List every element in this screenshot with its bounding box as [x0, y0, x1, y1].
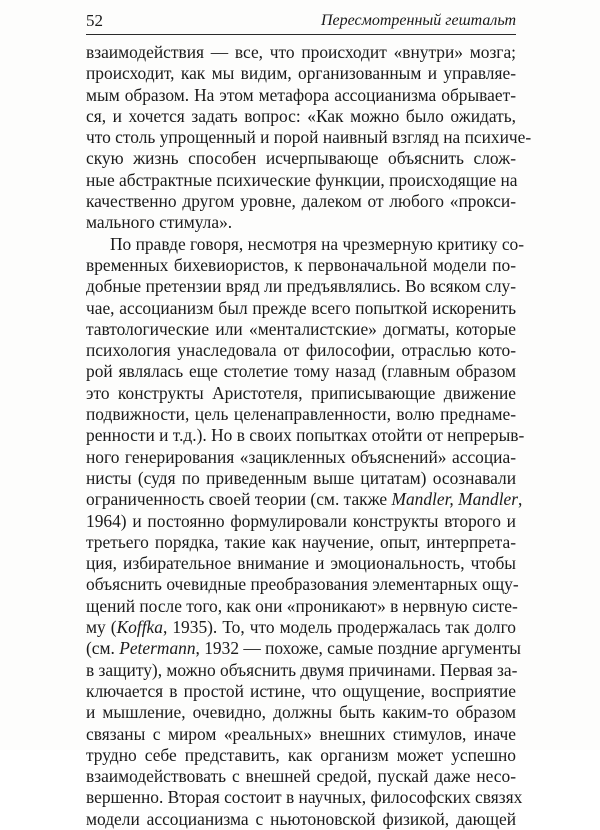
text-line: трудно себе представить, как организм может успешно [86, 744, 516, 765]
text-segment: (см. [86, 638, 120, 659]
text-segment: , [518, 489, 523, 510]
text-line: ные абстрактные психические функции, происходящие на [86, 169, 518, 190]
text-line: ренности и т.д.). Но в своих попытках отойти от непрерыв- [86, 425, 525, 446]
text-line: психология унаследовала от философии, отраслью кото- [86, 340, 516, 361]
text-line: взаимодействия — все, что происходит «внутри» мозга; [86, 42, 516, 62]
text-segment: ограниченность своей теории (см. также [86, 489, 392, 510]
text-line: скую жизнь способен исчерпывающе объяснить слож- [86, 148, 516, 169]
text-line: вершенно. Вторая состоит в научных, философских связях [86, 787, 523, 808]
citation-author: Mandler, Mandler [391, 489, 519, 510]
body-text [86, 42, 532, 830]
text-line: ция, избирательное внимание и эмоциональность, чтобы [86, 553, 516, 574]
page-number: 52 [86, 11, 103, 30]
text-line: качественно другом уровне, далеком от любого «прокси- [86, 191, 516, 212]
text-line: третьего порядка, такие как научение, опыт, интерпрета- [86, 531, 516, 552]
text-line: мым образом. На этом метафора ассоцианизма обрывает- [86, 84, 516, 105]
text-line: чае, ассоцианизм был прежде всего попыткой искоренить [86, 297, 516, 318]
running-title: Пересмотренный гештальт [321, 12, 516, 29]
text-line: модели ассоцианизма с ньютоновской физикой, дающей [86, 808, 516, 829]
text-line: нисты (судя по приведенным выше цитатам) осознавали [86, 467, 516, 488]
citation-author: Petermann [119, 638, 196, 659]
text-line: объяснить очевидные преобразования элементарных ощу- [86, 574, 519, 595]
text-line: связаны с миром «реальных» внешних стимулов, иначе [86, 723, 516, 744]
text-line: и мышление, очевидно, должны быть каким-то образом [86, 702, 516, 723]
text-line: что столь упрощенный и порой наивный взгляд на психиче- [86, 127, 532, 148]
text-line [86, 489, 523, 510]
text-line [86, 638, 521, 659]
page-header [86, 6, 516, 35]
text-line: ного генерирования «зацикленных объяснений» ассоциа- [86, 446, 516, 467]
text-line: щений после того, как они «проникают» в нервную систе- [86, 595, 518, 616]
text-line [86, 617, 516, 638]
text-segment: , 1935). То, что модель продержалась так долго [162, 617, 516, 638]
text-line: подвижности, цель целенаправленности, волю преднаме- [86, 404, 516, 425]
text-line: в защиту), можно объяснить двумя причинами. Первая за- [86, 659, 518, 680]
text-line: 1964) и постоянно формулировали конструкты второго и [86, 510, 516, 531]
text-segment: , 1932 — похоже, самые поздние аргументы [195, 638, 521, 659]
text-line: рой являлась еще столетие тому назад (главным образом [86, 361, 516, 382]
text-line: мального стимула». [86, 212, 233, 233]
text-line: это конструкты Аристотеля, приписывающие движение [86, 382, 516, 403]
text-line: происходит, как мы видим, организованным и управляе- [86, 63, 516, 84]
text-segment: му ( [86, 617, 117, 638]
text-line: По правде говоря, несмотря на чрезмерную критику со- [110, 233, 525, 254]
citation-author: Koffka [116, 617, 163, 638]
text-line: временных бихевиористов, к первоначальной модели по- [86, 254, 516, 275]
text-line: добные претензии вряд ли предъявлялись. Во всяком слу- [86, 276, 516, 297]
text-line: ся, и хочется задать вопрос: «Как можно было ожидать, [86, 105, 516, 126]
text-line: ключается в простой истине, что ощущение, восприятие [86, 680, 516, 701]
text-line: тавтологические или «менталистские» догматы, которые [86, 318, 516, 339]
text-line: взаимодействовать с внешней средой, пускай даже несо- [86, 766, 516, 787]
